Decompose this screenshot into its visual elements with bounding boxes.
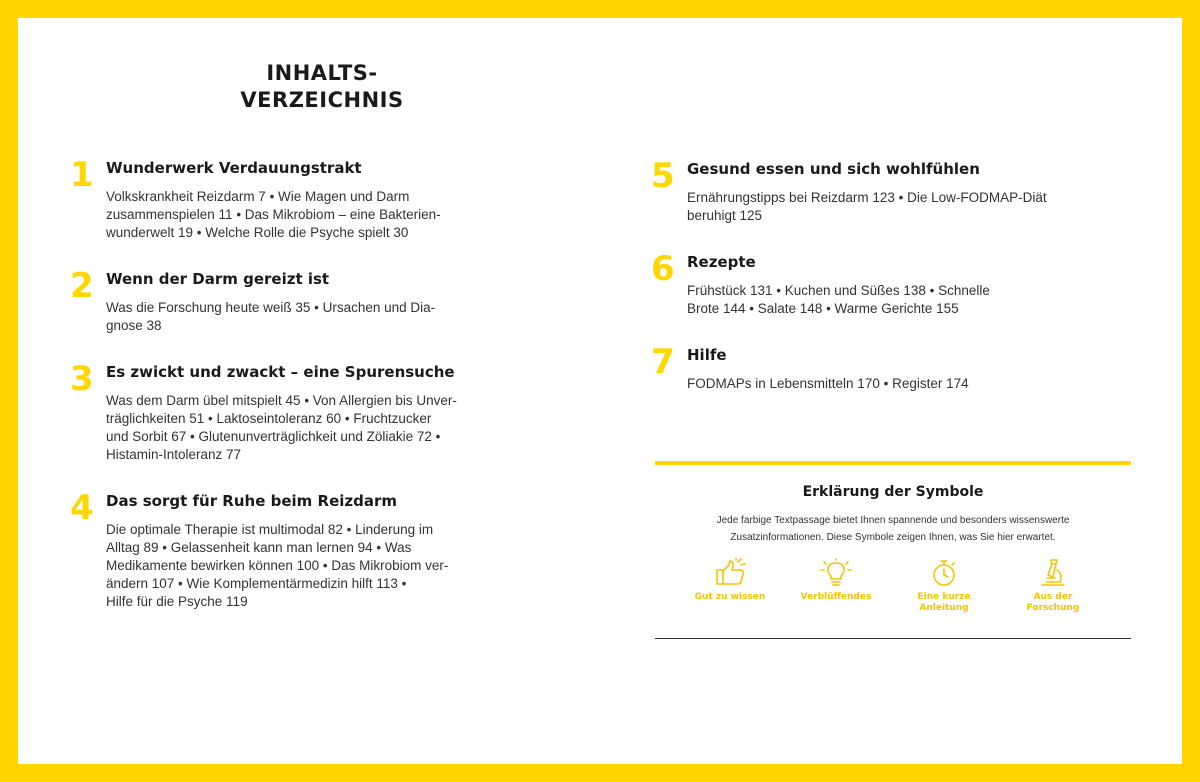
contents-line: Was die Forschung heute weiß 35 • Ursachen und Dia- [106, 300, 436, 315]
chapter-title[interactable]: Rezepte [687, 253, 756, 271]
chapter-contents [687, 375, 969, 393]
chapter-title[interactable]: Das sorgt für Ruhe beim Reizdarm [106, 492, 397, 510]
symbol-aus-der-forschung [1003, 558, 1103, 614]
symbol-verblueffendes [786, 558, 886, 603]
chapter-contents [687, 282, 990, 318]
light-bulb-icon [816, 558, 856, 588]
divider-yellow [655, 461, 1131, 465]
contents-line: Ernährungstipps bei Reizdarm 123 • Die Low-FODMAP-Diät [687, 190, 1047, 205]
contents-line: Alltag 89 • Gelassenheit kann man lernen 94 • Was [106, 540, 412, 555]
symbol-gut-zu-wissen [680, 558, 780, 603]
thumbs-up-icon [710, 558, 750, 588]
contents-line: gnose 38 [106, 318, 162, 333]
symbol-label: Eine kurze Anleitung [917, 592, 971, 613]
contents-line: Brote 144 • Salate 148 • Warme Gerichte 155 [687, 301, 959, 316]
chapter-number: 4 [70, 488, 94, 528]
title-line-1: INHALTS- [266, 61, 378, 85]
contents-line: Volkskrankheit Reizdarm 7 • Wie Magen und Darm [106, 189, 410, 204]
divider-dark [655, 638, 1131, 639]
chapter-contents [687, 189, 1047, 225]
symbols-description-line: Zusatzinformationen. Diese Symbole zeigen Ihnen, was Sie hier erwartet. [730, 532, 1056, 543]
chapter-title[interactable]: Wunderwerk Verdauungstrakt [106, 159, 362, 177]
microscope-icon [1033, 558, 1073, 588]
chapter-number: 3 [70, 359, 94, 399]
symbols-description [655, 512, 1131, 546]
chapter-number: 2 [70, 266, 94, 306]
contents-line: zusammenspielen 11 • Das Mikrobiom – eine Bakterien- [106, 207, 441, 222]
chapter-title[interactable]: Hilfe [687, 346, 727, 364]
contents-line: Hilfe für die Psyche 119 [106, 594, 248, 609]
contents-line: und Sorbit 67 • Glutenunverträglichkeit und Zöliakie 72 • [106, 429, 441, 444]
chapter-title[interactable]: Es zwickt und zwackt – eine Spurensuche [106, 363, 455, 381]
book-page [18, 18, 1182, 764]
symbol-label: Gut zu wissen [694, 592, 766, 602]
chapter-contents [106, 392, 457, 464]
contents-line: träglichkeiten 51 • Laktoseintoleranz 60 • Fruchtzucker [106, 411, 432, 426]
chapter-number: 6 [651, 249, 675, 289]
contents-line: Histamin-Intoleranz 77 [106, 447, 242, 462]
chapter-title[interactable]: Gesund essen und sich wohlfühlen [687, 160, 980, 178]
contents-line: Medikamente bewirken können 100 • Das Mikrobiom ver- [106, 558, 449, 573]
chapter-contents [106, 188, 441, 242]
contents-line: FODMAPs in Lebensmitteln 170 • Register 174 [687, 376, 969, 391]
contents-line: wunderwelt 19 • Welche Rolle die Psyche spielt 30 [106, 225, 409, 240]
chapter-title[interactable]: Wenn der Darm gereizt ist [106, 270, 330, 288]
title-line-2: VERZEICHNIS [240, 88, 404, 112]
symbol-eine-kurze-anleitung [894, 558, 994, 614]
symbols-description-line: Jede farbige Textpassage bietet Ihnen spannende und besonders wissenswerte [716, 515, 1070, 526]
contents-line: Frühstück 131 • Kuchen und Süßes 138 • Schnelle [687, 283, 990, 298]
chapter-contents [106, 521, 448, 611]
chapter-number: 1 [70, 155, 94, 195]
contents-line: beruhigt 125 [687, 208, 763, 223]
page-title [222, 60, 422, 114]
contents-line: Die optimale Therapie ist multimodal 82 • Linderung im [106, 522, 434, 537]
symbol-label: Aus der Forschung [1026, 592, 1080, 613]
contents-line: Was dem Darm übel mitspielt 45 • Von Allergien bis Unver- [106, 393, 457, 408]
chapter-number: 5 [651, 156, 675, 196]
stopwatch-icon [924, 558, 964, 588]
chapter-contents [106, 299, 435, 335]
symbols-heading: Erklärung der Symbole [802, 484, 984, 500]
contents-line: ändern 107 • Wie Komplementärmedizin hilft 113 • [106, 576, 407, 591]
symbol-label: Verblüffendes [800, 592, 872, 602]
chapter-number: 7 [651, 342, 675, 382]
